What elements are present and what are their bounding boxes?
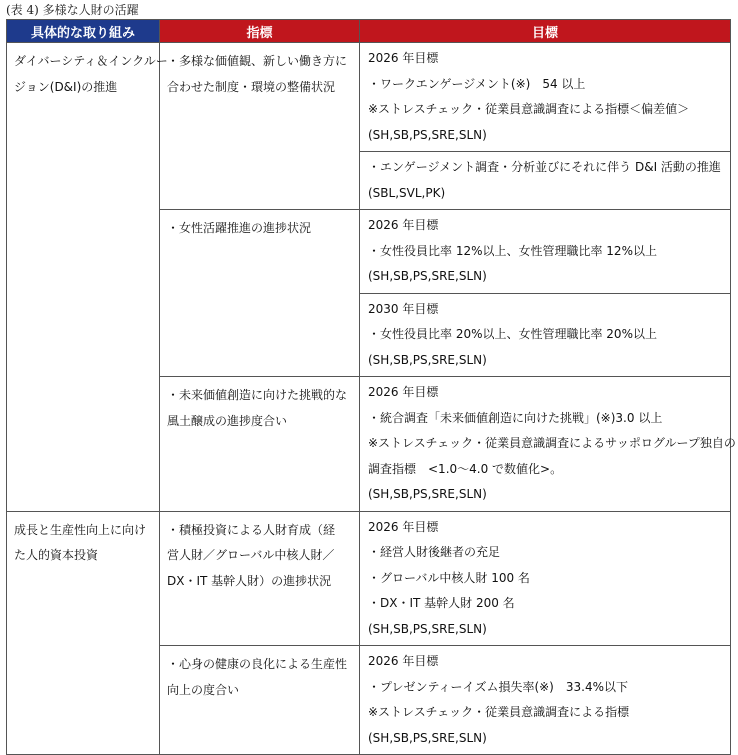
indicator-text: 風土醸成の進捗度合い — [167, 413, 288, 428]
target-text: (SH,SB,PS,SRE,SLN) — [368, 621, 487, 636]
target-text: (SH,SB,PS,SRE,SLN) — [368, 269, 487, 283]
indicator-cell — [160, 43, 360, 210]
table-row — [7, 43, 731, 152]
target-text: (SH,SB,PS,SRE,SLN) — [368, 487, 487, 501]
indicator-cell — [160, 511, 360, 646]
header-target: 目標 — [360, 20, 731, 43]
indicator-text: 向上の度合い — [167, 682, 240, 697]
target-text: ※ストレスチェック・従業員意識調査による指標 — [368, 705, 630, 719]
target-cell — [360, 646, 731, 755]
target-text: ・エンゲージメント調査・分析並びにそれに伴う D&I 活動の推進 — [368, 160, 721, 174]
target-text: (SH,SB,PS,SRE,SLN) — [368, 352, 487, 367]
target-text: (SH,SB,PS,SRE,SLN) — [368, 127, 487, 142]
indicator-text: ・女性活躍推進の進捗状況 — [167, 221, 312, 235]
target-text: ・女性役員比率 12%以上、女性管理職比率 12%以上 — [368, 243, 657, 258]
target-cell — [360, 293, 731, 377]
diversity-targets-table — [6, 19, 736, 755]
target-text: ・女性役員比率 20%以上、女性管理職比率 20%以上 — [368, 327, 657, 341]
indicator-cell — [160, 377, 360, 512]
target-text: 2026 年目標 — [368, 519, 439, 534]
target-text: 2026 年目標 — [368, 654, 439, 668]
target-text: ・グローバル中核人財 100 名 — [368, 570, 530, 585]
initiative-cell — [7, 511, 160, 755]
target-text: 2026 年目標 — [368, 385, 439, 399]
initiative-text: ダイバーシティ＆インクルー — [14, 54, 168, 68]
indicator-text: DX・IT 基幹人財）の進捗状況 — [167, 573, 332, 588]
target-cell — [360, 377, 736, 512]
target-text: ・統合調査「未来価値創造に向けた挑戦」(※)3.0 以上 — [368, 410, 663, 425]
indicator-text: ・未来価値創造に向けた挑戦的な — [167, 388, 348, 402]
initiative-text: ジョン(D&I)の推進 — [14, 79, 118, 94]
target-text: (SBL,SVL,PK) — [368, 185, 446, 200]
target-text: ※ストレスチェック・従業員意識調査による指標＜偏差値＞ — [368, 102, 690, 116]
target-cell — [360, 511, 731, 646]
indicator-cell — [160, 210, 360, 377]
target-cell — [360, 43, 731, 152]
indicator-text: ・心身の健康の良化による生産性 — [167, 657, 348, 671]
target-text: 2026 年目標 — [368, 51, 439, 65]
target-text: 2026 年目標 — [368, 218, 439, 232]
target-text: ・DX・IT 基幹人財 200 名 — [368, 596, 515, 610]
target-text: ・プレゼンティーイズム損失率(※) 33.4%以下 — [368, 679, 628, 694]
target-cell — [360, 152, 731, 210]
table-row — [7, 511, 731, 646]
header-indicator: 指標 — [160, 20, 360, 43]
indicator-cell — [160, 646, 360, 755]
target-text: (SH,SB,PS,SRE,SLN) — [368, 730, 487, 745]
target-text: 2030 年目標 — [368, 301, 439, 316]
initiative-text: 成長と生産性向上に向け — [14, 522, 147, 537]
indicator-text: 営人財／グローバル中核人財／ — [167, 548, 335, 562]
indicator-text: ・多様な価値観、新しい働き方に — [167, 54, 348, 68]
table-caption: (表 4) 多様な人財の活躍 — [6, 3, 139, 17]
target-text: ※ストレスチェック・従業員意識調査によるサッポログループ独自の — [368, 436, 736, 450]
indicator-text: 合わせた制度・環境の整備状況 — [167, 79, 336, 94]
target-text: ・経営人財後継者の充足 — [368, 545, 501, 559]
target-cell — [360, 210, 731, 294]
target-text: 調査指標 <1.0～4.0 で数値化>。 — [368, 461, 563, 476]
target-text: ・ワークエンゲージメント(※) 54 以上 — [368, 76, 586, 91]
initiative-text: た人的資本投資 — [14, 548, 99, 562]
indicator-text: ・積極投資による人財育成（経 — [167, 522, 336, 537]
header-row — [7, 20, 731, 43]
header-initiative: 具体的な取り組み — [7, 20, 160, 43]
initiative-cell — [7, 43, 168, 512]
